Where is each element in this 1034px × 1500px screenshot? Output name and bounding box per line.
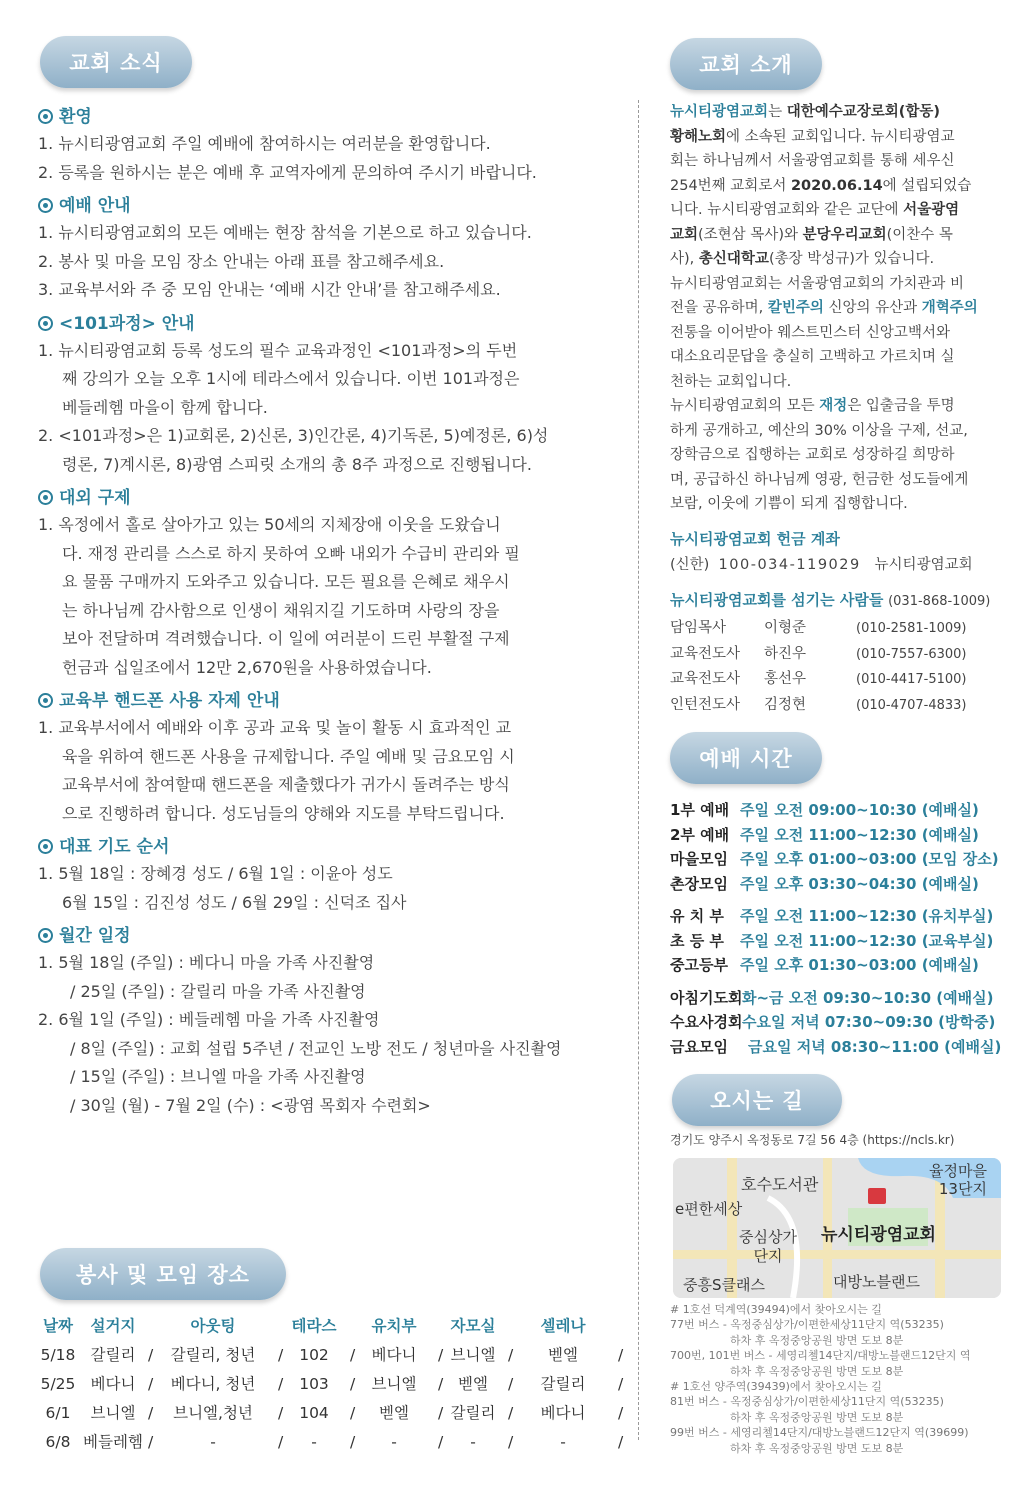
table-cell: 벧엘: [379, 1404, 409, 1422]
address: 경기도 양주시 옥정동로 7길 56 4층 (https://ncls.kr): [670, 1133, 955, 1147]
staff-role: 담임목사: [670, 620, 727, 636]
worship-row: [670, 798, 1005, 823]
table-header-cell: 셀레나: [540, 1317, 586, 1335]
table-cell: 5/25: [40, 1375, 76, 1393]
table-cell: 베다니: [90, 1375, 136, 1393]
table-header-cell: 테라스: [291, 1317, 337, 1335]
map-label-mall: 중심상가 단지: [739, 1228, 797, 1265]
target-bullet-icon: [38, 198, 53, 213]
account-section: [670, 526, 1005, 578]
news-line: 으로 진행하려 합니다. 성도님들의 양해와 지도를 부탁드립니다.: [62, 803, 505, 823]
intro-line: 황해노회에 소속된 교회입니다. 뉴시티광염교: [670, 128, 955, 145]
intro-line: 사), 총신대학교(총장 박성규)가 있습니다.: [670, 251, 935, 267]
worship-time: 주일 오전 11:00~12:30 (유치부실): [740, 907, 994, 925]
intro-title-pill: [670, 38, 822, 90]
staff-section: [670, 586, 1005, 718]
directions-list: [670, 1302, 1005, 1456]
worship-info-title: 예배 안내: [38, 193, 618, 219]
worship-time: 금요일 저녁 08:30~11:00 (예배실): [748, 1037, 1002, 1056]
intro-line: 뉴시티광염교회의 모든 재정은 입출금을 투명: [670, 398, 955, 414]
news-line: 1. 옥정에서 홀로 살아가고 있는 50세의 지체장애 이웃을 도왔습니: [38, 515, 501, 534]
intro-section: [670, 100, 1005, 517]
news-line: 2. 6월 1일 (주일) : 베들레헴 마을 가족 사진촬영: [38, 1010, 380, 1029]
staff-role: 교육전도사: [670, 645, 741, 662]
worship-row: [670, 847, 1005, 872]
direction-line: 99번 버스 - 세영리첼14단지/대방노블랜드12단지 역(39699): [670, 1426, 969, 1440]
intro-title: 교회 소개: [699, 53, 793, 77]
news-line: 다. 재정 관리를 스스로 하지 못하여 오빠 내외가 수급비 관리와 필: [62, 543, 520, 563]
worship-time: 화~금 오전 09:30~10:30 (예배실): [742, 988, 994, 1007]
staff-phone: (010-2581-1009): [856, 621, 967, 636]
staff-phone: (010-7557-6300): [856, 646, 967, 662]
staff-name: 이형준: [764, 620, 807, 636]
intro-line: 장학금으로 집행하는 교회로 성장하길 희망하: [670, 447, 955, 463]
worship-row: [670, 1035, 1005, 1060]
news-line: 령론, 7)계시론, 8)광염 스피릿 소개의 총 8주 과정으로 진행됩니다.: [62, 454, 532, 474]
news-line: 2. <101과정>은 1)교회론, 2)신론, 3)인간론, 4)기독론, 5)예정론, 6)성: [38, 426, 549, 445]
worship-name: 아침기도회: [670, 988, 743, 1007]
news-line: 는 하나님께 감사함으로 인생이 채워지길 기도하며 사랑의 장을: [62, 600, 500, 620]
directions-title: 오시는 길: [710, 1089, 804, 1113]
news-line: / 30일 (월) - 7월 2일 (수) : <광염 목회자 수련회>: [70, 1095, 431, 1115]
table-cell: 104: [299, 1404, 329, 1422]
table-cell: 6/1: [45, 1404, 71, 1422]
worship-name: 촌장모임: [670, 874, 728, 893]
staff-phone: (010-4417-5100): [856, 672, 967, 687]
direction-line: 하차 후 옥정중앙공원 방면 도보 8분: [730, 1333, 904, 1347]
news-line: 1. 5월 18일 : 장혜경 성도 / 6월 1일 : 이윤아 성도: [38, 864, 393, 883]
intro-line: 하게 공개하고, 예산의 30% 이상을 구제, 선교,: [670, 422, 968, 439]
map-label-church: 뉴시티광염교회: [821, 1225, 936, 1245]
intro-line: 전통을 이어받아 웨스트민스터 신앙고백서와: [670, 324, 950, 341]
monthly-title: 월간 일정: [38, 923, 618, 949]
relief-title: 대외 구제: [38, 485, 618, 511]
table-cell: 베다니: [540, 1404, 586, 1422]
target-bullet-icon: [38, 316, 53, 331]
news-line: 6월 15일 : 김진성 성도 / 6월 29일 : 신덕조 집사: [62, 892, 407, 912]
account-bank: (신한): [670, 557, 710, 573]
intro-line: 대소요리문답을 충실히 고백하고 가르치며 실: [670, 349, 955, 365]
staff-name: 하진우: [764, 645, 807, 662]
account-holder: 뉴시티광염교회: [874, 557, 973, 573]
worship-name: 중고등부: [670, 956, 728, 974]
news-line: 베들레헴 마을이 함께 합니다.: [62, 397, 268, 417]
news-line: 1. 교육부서에서 예배와 이후 공과 교육 및 놀이 활동 시 효과적인 교: [38, 718, 512, 737]
staff-row: [670, 667, 1005, 693]
news-line: 헌금과 십일조에서 12만 2,670원을 사용하였습니다.: [62, 657, 432, 677]
service-table: [38, 1312, 624, 1457]
worship-row: [670, 1010, 1005, 1035]
table-cell: 브니엘: [371, 1375, 417, 1393]
news-line: 1. 뉴시티광염교회의 모든 예배는 현장 참석을 기본으로 하고 있습니다.: [38, 223, 532, 242]
news-line: 보아 전달하며 격려했습니다. 이 일에 여러분이 드린 부활절 구제: [62, 629, 510, 648]
worship-time: 주일 오후 01:00~03:00 (모임 장소): [740, 850, 999, 868]
table-cell: 5/18: [40, 1346, 76, 1364]
intro-line: 254번째 교회로서 2020.06.14에 설립되었습: [670, 177, 972, 194]
account-line: [670, 552, 1005, 578]
directions-title-pill: [672, 1074, 842, 1126]
account-number: 100-034-119029: [718, 557, 861, 573]
intro-line: 니다. 뉴시티광염교회와 같은 교단에 서울광염: [670, 202, 960, 218]
worship-row: [670, 929, 1005, 954]
worship-name: 초 등 부: [670, 931, 724, 950]
staff-list: [670, 616, 1005, 718]
table-header-cell: 아웃팅: [190, 1317, 236, 1335]
welcome-title: 환영: [38, 104, 618, 130]
worship-name: 수요사경회: [670, 1013, 743, 1031]
table-row: 6/8 베들레헴 / - / - / - / - / - /: [38, 1428, 618, 1457]
news-line: 1. 뉴시티광염교회 등록 성도의 필수 교육과정인 <101과정>의 두번: [38, 340, 518, 360]
direction-line: # 1호선 덕계역(39494)에서 찾아오시는 길: [670, 1303, 882, 1316]
table-row: 5/25 베다니 / 베다니, 청년 / 103 / 브니엘 / 벧엘 / 갈릴리 /: [38, 1370, 618, 1399]
intro-line: 교회(조현삼 목사)와 분당우리교회(이찬수 목: [670, 226, 953, 243]
direction-line: 700번, 101번 버스 - 세영리첼14단지/대방노블랜드12단지 역: [670, 1349, 971, 1363]
direction-line: 하차 후 옥정중앙공원 방면 도보 8분: [730, 1441, 904, 1455]
table-cell: 102: [299, 1346, 329, 1364]
direction-line: # 1호선 양주역(39439)에서 찾아오시는 길: [670, 1380, 882, 1394]
staff-row: [670, 642, 1005, 668]
worship-name: 금요모임: [670, 1037, 728, 1056]
table-cell: -: [311, 1433, 317, 1451]
table-cell: 브니엘: [90, 1404, 136, 1422]
worship-time: 주일 오후 01:30~03:00 (예배실): [740, 956, 979, 974]
staff-name: 홍선우: [764, 671, 807, 687]
intro-line: 천하는 교회입니다.: [670, 373, 792, 390]
news-line: 2. 등록을 원하시는 분은 예배 후 교역자에게 문의하여 주시기 바랍니다.: [38, 162, 537, 182]
prayer-title: 대표 기도 순서: [38, 834, 618, 860]
table-cell: 브니엘,청년: [173, 1404, 253, 1422]
table-row: 5/18 갈릴리 / 갈릴리, 청년 / 102 / 베다니 / 브니엘 / 벧엘 /: [38, 1341, 618, 1370]
table-cell: 베다니, 청년: [170, 1375, 256, 1393]
table-body: [38, 1341, 624, 1457]
target-bullet-icon: [38, 109, 53, 124]
table-cell: 갈릴리, 청년: [170, 1346, 256, 1364]
phone-title: 교육부 핸드폰 사용 자제 안내: [38, 688, 618, 714]
intro-line: 전을 공유하며, 칼빈주의 신앙의 유산과 개혁주의: [670, 300, 978, 316]
news-line: 3. 교육부서와 주 중 모임 안내는 ‘예배 시간 안내’를 참고해주세요.: [38, 280, 501, 299]
church-marker-icon: [868, 1188, 886, 1204]
worship-row: [670, 823, 1005, 848]
table-header-cell: 날짜: [43, 1317, 73, 1335]
worship-name: 1부 예배: [670, 801, 730, 819]
intro-line: 뉴시티광염교회는 대한예수교장로회(합동): [670, 104, 941, 120]
intro-line: 뉴시티광염교회는 서울광염교회의 가치관과 비: [670, 275, 964, 292]
map-label-library: 호수도서관: [741, 1175, 819, 1194]
direction-line: 하차 후 옥정중앙공원 방면 도보 8분: [730, 1410, 904, 1424]
worship-row: [670, 872, 1005, 897]
news-line: 째 강의가 오늘 오후 1시에 테라스에서 있습니다. 이번 101과정은: [62, 369, 520, 388]
table-header-cell: 유치부: [371, 1317, 417, 1335]
worship-time: 수요일 저녁 07:30~09:30 (방학중): [742, 1013, 996, 1031]
map-label-mart: e편한세상: [675, 1200, 743, 1218]
news-title-pill: [40, 36, 192, 88]
table-header-cell: 설거지: [90, 1317, 136, 1335]
target-bullet-icon: [38, 693, 53, 708]
map-label-apt13: 율정마을 13단지: [929, 1162, 987, 1198]
account-title: 뉴시티광염교회 헌금 계좌: [670, 530, 840, 548]
column-divider: [638, 100, 639, 1440]
worship-time: 주일 오전 09:00~10:30 (예배실): [740, 801, 979, 819]
target-bullet-icon: [38, 490, 53, 505]
news-line: / 25일 (주일) : 갈릴리 마을 가족 사진촬영: [70, 981, 366, 1001]
course101-title: <101과정> 안내: [38, 311, 618, 337]
direction-line: 하차 후 옥정중앙공원 방면 도보 8분: [730, 1364, 904, 1378]
table-cell: 베다니: [371, 1346, 417, 1364]
worship-title: 예배 시간: [699, 747, 793, 771]
table-cell: 벧엘: [548, 1346, 578, 1364]
news-line: / 15일 (주일) : 브니엘 마을 가족 사진촬영: [70, 1067, 366, 1086]
worship-time: 주일 오후 03:30~04:30 (예배실): [740, 874, 979, 893]
table-cell: 갈릴리: [450, 1404, 496, 1422]
direction-line: 77번 버스 - 옥정중심상가/이편한세상11단지 역(53235): [670, 1318, 944, 1332]
news-line: 요 물품 구매까지 도와주고 있습니다. 모든 필요를 은혜로 채우시: [62, 572, 510, 591]
table-cell: 6/8: [45, 1433, 71, 1451]
table-header: [38, 1312, 618, 1341]
target-bullet-icon: [38, 928, 53, 943]
staff-role: 교육전도사: [670, 671, 741, 687]
worship-row: [670, 986, 1005, 1011]
worship-times: [670, 798, 1005, 1059]
news-line: 2. 봉사 및 마을 모임 장소 안내는 아래 표를 참고해주세요.: [38, 251, 445, 271]
news-line: / 8일 (주일) : 교회 설립 5주년 / 전교인 노방 전도 / 청년마을 사진촬영: [70, 1038, 562, 1058]
news-title: 교회 소식: [69, 51, 163, 75]
table-cell: 브니엘: [450, 1346, 496, 1364]
map-label-class: 중흥S클래스: [683, 1276, 765, 1294]
table-header-cell: 자모실: [450, 1317, 496, 1335]
worship-name: 2부 예배: [670, 825, 730, 844]
direction-line: 81번 버스 - 옥정중심상가/이편한세상11단지 역(53235): [670, 1395, 944, 1409]
service-title: 봉사 및 모임 장소: [76, 1263, 250, 1287]
news-line: 1. 5월 18일 (주일) : 베다니 마을 가족 사진촬영: [38, 953, 375, 972]
table-cell: 103: [299, 1375, 329, 1393]
table-cell: 벧엘: [458, 1375, 488, 1393]
service-title-pill: [40, 1248, 286, 1300]
news-line: 1. 뉴시티광염교회 주일 예배에 참여하시는 여러분을 환영합니다.: [38, 134, 491, 153]
staff-title: 뉴시티광염교회를 섬기는 사람들 (031-868-1009): [670, 591, 991, 609]
intro-line: 며, 공급하신 하나님께 영광, 헌금한 성도들에게: [670, 471, 969, 488]
staff-phone: (010-4707-4833): [856, 697, 967, 713]
intro-line: 보람, 이웃에 기쁨이 되게 집행합니다.: [670, 496, 908, 512]
table-cell: -: [470, 1433, 476, 1451]
map-label-daebang: 대방노블랜드: [833, 1273, 920, 1291]
location-map: [673, 1158, 1001, 1298]
staff-row: [670, 693, 1005, 719]
staff-name: 김정현: [764, 696, 807, 713]
news-line: 육을 위하여 핸드폰 사용을 규제합니다. 주일 예배 및 금요모임 시: [62, 746, 515, 766]
worship-name: 마을모임: [670, 850, 728, 868]
table-cell: 베들레헴: [83, 1433, 143, 1451]
worship-name: 유 치 부: [670, 907, 724, 925]
table-row: 6/1 브니엘 / 브니엘,청년 / 104 / 벧엘 / 갈릴리 / 베다니 /: [38, 1399, 618, 1428]
table-cell: 갈릴리: [540, 1375, 586, 1393]
staff-role: 인턴전도사: [670, 696, 741, 713]
target-bullet-icon: [38, 839, 53, 854]
intro-line: 회는 하나님께서 서울광염교회를 통해 세우신: [670, 153, 955, 169]
worship-time: 주일 오전 11:00~12:30 (예배실): [740, 825, 979, 844]
worship-row: [670, 953, 1005, 978]
staff-row: [670, 616, 1005, 642]
table-cell: -: [210, 1433, 216, 1451]
worship-title-pill: [670, 732, 822, 784]
table-cell: 갈릴리: [90, 1346, 136, 1364]
news-section: [38, 98, 618, 1120]
worship-time: 주일 오전 11:00~12:30 (교육부실): [740, 931, 994, 950]
news-line: 교육부서에 참여할때 핸드폰을 제출했다가 귀가시 돌려주는 방식: [62, 775, 510, 794]
table-cell: -: [391, 1433, 397, 1451]
worship-row: [670, 904, 1005, 929]
table-cell: -: [560, 1433, 566, 1451]
